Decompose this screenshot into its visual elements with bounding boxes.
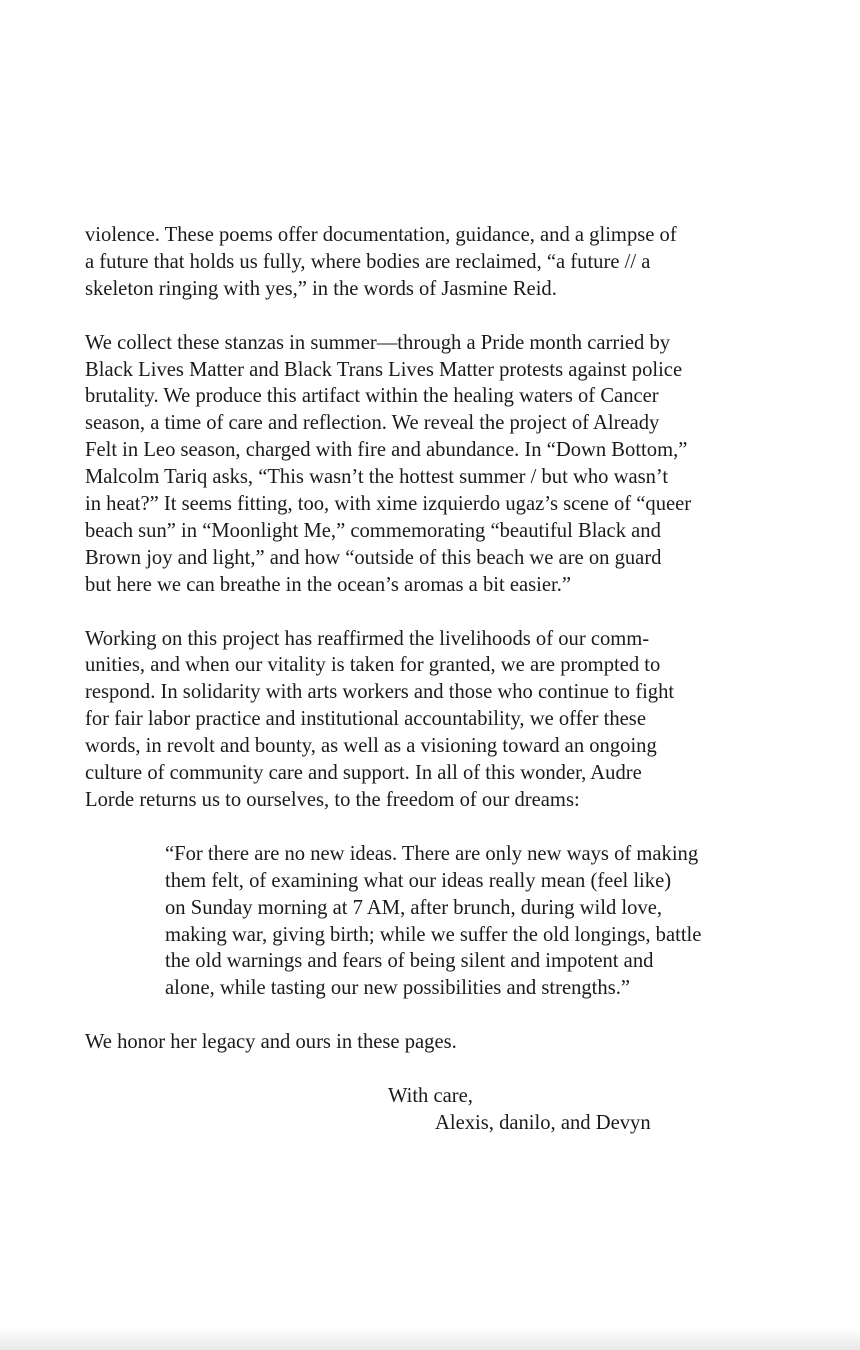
- text-line: Working on this project has reaffirmed the livelihoods of our comm-: [85, 627, 650, 650]
- text-line: violence. These poems offer documentation, guidance, and a glimpse of: [85, 224, 677, 246]
- quote-line: alone, while tasting our new possibilities and strengths.”: [165, 977, 630, 1000]
- quote-line: them felt, of examining what our ideas really mean (feel like): [165, 869, 672, 892]
- text-line: skeleton ringing with yes,” in the words of Jasmine Reid.: [85, 277, 557, 300]
- signature-line: Alexis, danilo, and Devyn: [435, 1111, 651, 1134]
- text-line: a future that holds us fully, where bodies are reclaimed, “a future // a: [85, 250, 651, 273]
- text-line: Felt in Leo season, charged with fire and abundance. In “Down Bottom,”: [85, 439, 688, 462]
- paragraph-final: [85, 1029, 795, 1056]
- text-line: respond. In solidarity with arts workers and those who continue to fight: [85, 681, 675, 704]
- text-line: in heat?” It seems fitting, too, with xime izquierdo ugaz’s scene of “queer: [85, 493, 692, 516]
- text-line: Malcolm Tariq asks, “This wasn’t the hottest summer / but who wasn’t: [85, 466, 669, 489]
- text-line: beach sun” in “Moonlight Me,” commemorating “beautiful Black and: [85, 519, 661, 542]
- text-line: Lorde returns us to ourselves, to the freedom of our dreams:: [85, 789, 580, 811]
- text-line: Brown joy and light,” and how “outside of this beach we are on guard: [85, 546, 662, 569]
- page-edge-shadow: [0, 1328, 860, 1350]
- text-line: culture of community care and support. In all of this wonder, Audre: [85, 762, 642, 785]
- text-line: unities, and when our vitality is taken for granted, we are prompted to: [85, 654, 661, 677]
- text-line: for fair labor practice and institutional accountability, we offer these: [85, 708, 646, 731]
- text-line: words, in revolt and bounty, as well as a visioning toward an ongoing: [85, 735, 657, 758]
- closing-line: With care,: [388, 1084, 473, 1107]
- paragraph-3: [85, 626, 795, 814]
- text-line: but here we can breathe in the ocean’s aromas a bit easier.”: [85, 573, 572, 596]
- quote-line: the old warnings and fears of being silent and impotent and: [165, 950, 654, 973]
- paragraph-2: [85, 330, 795, 599]
- text-line: We honor her legacy and ours in these pages.: [85, 1031, 457, 1054]
- document-body: [85, 222, 795, 1137]
- signoff: [85, 1083, 795, 1137]
- quote-line: making war, giving birth; while we suffer the old longings, battle: [165, 923, 702, 946]
- text-line: We collect these stanzas in summer—through a Pride month carried by: [85, 331, 671, 354]
- quote-line: on Sunday morning at 7 AM, after brunch, during wild love,: [165, 896, 663, 919]
- text-line: Black Lives Matter and Black Trans Lives Matter protests against police: [85, 358, 683, 381]
- quote-line: “For there are no new ideas. There are only new ways of making: [165, 842, 699, 865]
- audre-lorde-quote: [165, 841, 795, 1002]
- text-line: brutality. We produce this artifact within the healing waters of Cancer: [85, 385, 659, 408]
- paragraph-1: [85, 222, 795, 303]
- text-line: season, a time of care and reflection. We reveal the project of Already: [85, 412, 660, 435]
